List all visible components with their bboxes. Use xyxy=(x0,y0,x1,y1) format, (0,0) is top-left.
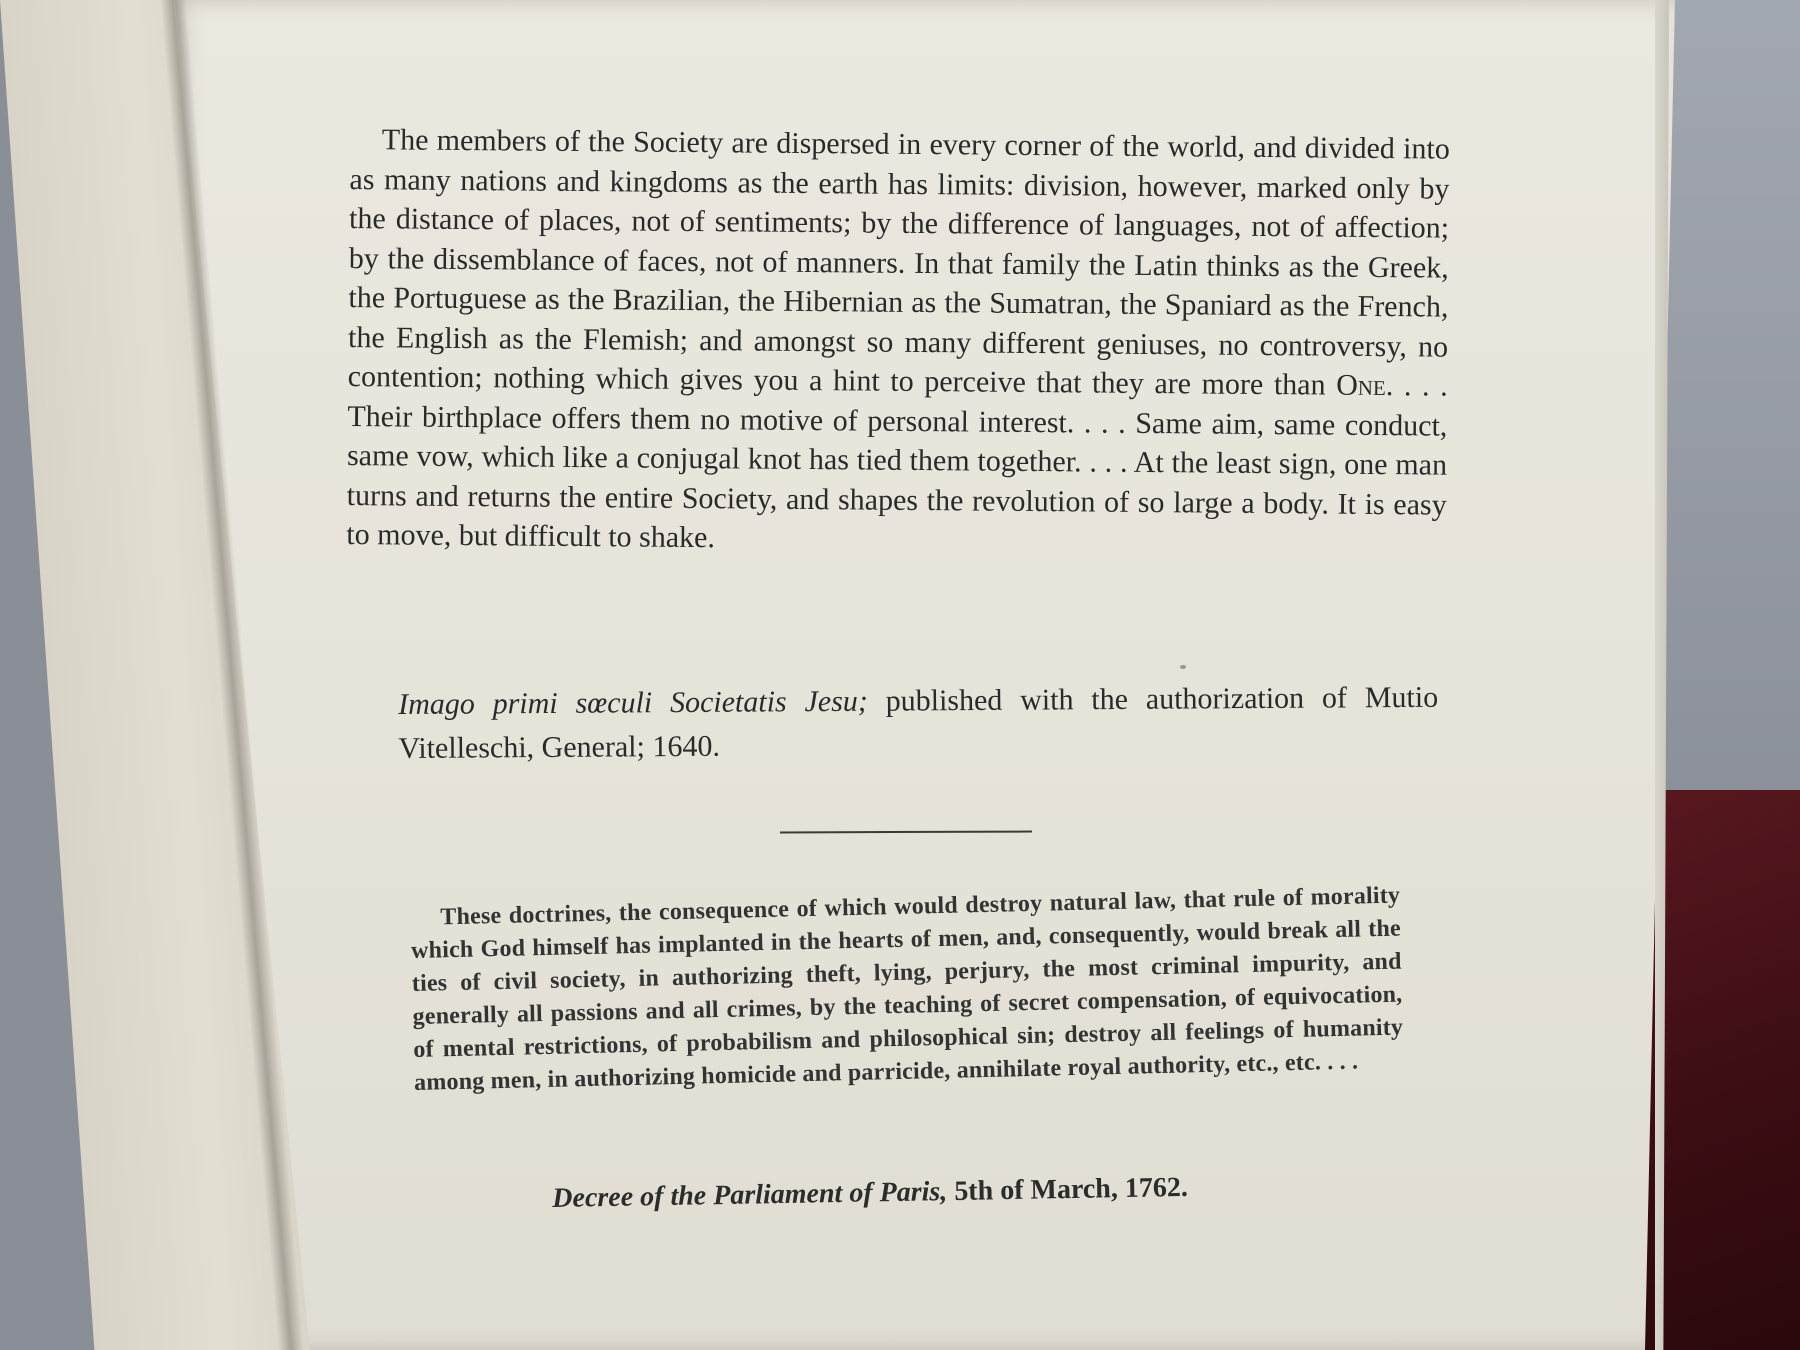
quote-doctrines-paragraph xyxy=(410,880,1404,1100)
citation-decree-title: Decree of the Parliament of Paris, xyxy=(552,1176,948,1214)
quote-society-part1: The members of the Society are dispersed in every corner of the world, and divided into as many nations and kingdoms as the earth has limits: division, however, marked only by the distance of places, not of sentiments; by the difference of languages, not of affection; by the dissemblance of faces, not of manners. In that family the Latin thinks as the Greek, the Portuguese as the Brazilian, the Hibernian as the Sumatran, the Spaniard as the French, the English as the Flemish; and amongst so many different geniuses, no controversy, no contention; nothing which gives you a hint to perceive that they are more than xyxy=(347,123,1450,402)
citation-imago xyxy=(398,676,1439,771)
paper-speck xyxy=(1180,665,1186,669)
citation-decree-rest: 5th of March, 1762. xyxy=(954,1171,1189,1207)
quote-society-paragraph xyxy=(346,120,1450,564)
quote-doctrines-text: These doctrines, the consequence of which would destroy natural law, that rule of morality which God himself has implanted in the hearts of men, and, consequently, would break all the ties of civil society, in authorizing theft, lying, perjury, the most criminal impurity, and generally all passions and all crimes, by the teaching of secret compensation, of equivocation, of mental restrictions, of probabilism and philosophical sin; destroy all feelings of humanity among men, in authorizing homicide and parricide, annihilate royal authority, etc., etc. . . . xyxy=(410,882,1404,1096)
citation-imago-title: Imago primi sœculi Societatis Jesu; xyxy=(398,684,868,721)
citation-imago-rest: published with the authorization of Mutio Vitelleschi, General; 1640. xyxy=(398,680,1439,765)
quote-society-part2: . . . . Their birthplace offers them no motive of personal interest. . . . Same aim, same conduct, same vow, which like a conjugal knot has tied them together. . . . At the least sign, one man turns and returns the entire Society, and shapes the revolution of so large a body. It is easy to move, but difficult to shake. xyxy=(346,369,1448,555)
quote-society-emphasis: One xyxy=(1336,368,1386,403)
